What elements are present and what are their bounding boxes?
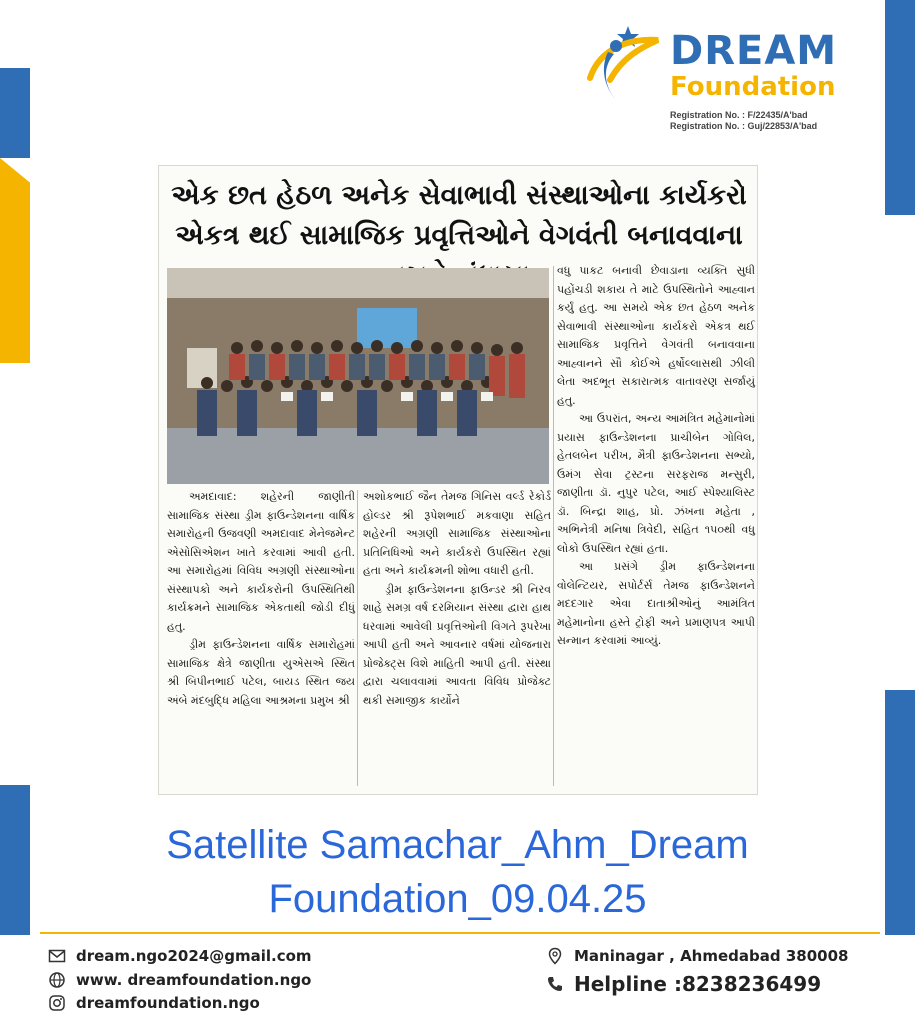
logo-word-dream: DREAM: [670, 28, 838, 74]
globe-icon: [48, 971, 66, 989]
paragraph: ડ્રીમ ફાઉન્ડેશનના વાર્ષિક સમારોહમાં સામાજિક ક્ષેત્રે જાણીતા યુએસએ સ્થિત શ્રી બિપીનભાઈ પટેલ, બાયડ સ્થિત જય અંબે મંદબુદ્ધિ મહિલા આશ્રમના પ્રમુખ શ્રી: [167, 638, 355, 707]
paragraph: અમદાવાદ: શહેરની જાણીતી સામાજિક સંસ્થા ડ્રીમ ફાઉન્ડેશનના વાર્ષિક સમારોહની ઉજવણી અમદાવાદ મેનેજમેન્ટ એસોસિએશન ખાતે કરવામાં આવી હતી. આ સમારોહમાં વિવિધ અગ્રણી સંસ્થાઓના સંસ્થાપકો અને કાર્યકરોની ઉપસ્થિતિથી કાર્યક્રમને સામાજિક એકતાથી જોડી દીધું હતુ.: [167, 490, 355, 633]
article-column-left: [167, 488, 355, 710]
footer-website[interactable]: [48, 971, 311, 989]
article-column-right: [557, 262, 755, 651]
column-divider: [357, 490, 358, 786]
group-photo: [167, 268, 549, 484]
right-blue-stripe-top: [885, 0, 915, 215]
footer-helpline[interactable]: [546, 972, 821, 996]
footer-location: [546, 947, 848, 965]
paragraph: આ ઉપરાંત, અન્ય આમંત્રિત મહેમાનોમાં પ્રયાસ ફાઉન્ડેશનના પ્રાચીબેન ગોવિલ, હેતલબેન પરીખ, મૈત્રી ફાઉન્ડેશનના સભ્યો, ઉમંગ સેવા ટ્રસ્ટના સરફરાજ મન્સુરી, જાણીતા ડૉ. નુપુર પટેલ, આઈ સ્પેશ્યાલિસ્ટ ડૉ. બિન્દ્રા શાહ, પ્રો. ઝંખના મહેતા , અભિનેત્રી મનિષા ત્રિવેદી, સહિત ૧૫૦થી વધુ લોકો ઉપસ્થિત રહ્યાં હતા.: [557, 412, 755, 555]
caption-line-1: Satellite Samachar_Ahm_Dream: [166, 823, 749, 867]
registration-numbers: [670, 110, 817, 132]
location-text: Maninagar , Ahmedabad 380008: [574, 947, 849, 965]
registration-number-2: Registration No. : Guj/22853/A'bad: [670, 121, 818, 131]
envelope-icon: [48, 947, 66, 965]
group-photo-image: [167, 268, 549, 484]
registration-number-1: Registration No. : F/22435/A'bad: [670, 110, 808, 120]
footer-instagram[interactable]: [48, 994, 260, 1012]
instagram-icon: [48, 994, 66, 1012]
paragraph: અશોકભાઈ જૈન તેમજ ગિનિસ વર્લ્ડ રેકોર્ડ હોલ્ડર શ્રી રૂપેશભાઈ મકવાણા સહિત શહેરની અગ્રણી સામાજિક સંસ્થાઓના પ્રતિનિધિઓ અને કાર્યકરો ઉપસ્થિત રહ્યાં હતા અને કાર્યક્રમની શોભા વધારી હતી.: [363, 490, 551, 577]
website-text[interactable]: www. dreamfoundation.ngo: [76, 971, 312, 989]
left-blue-stripe-top: [0, 68, 30, 158]
dream-foundation-logo: [570, 18, 870, 131]
instagram-text[interactable]: dreamfoundation.ngo: [76, 994, 260, 1012]
article-column-middle: [363, 488, 551, 710]
phone-icon: [546, 975, 564, 993]
paragraph: આ પ્રસંગે ડ્રીમ ફાઉન્ડેશનના વોલેન્ટિયર, સપોર્ટર્સ તેમજ ફાઉન્ડેશનને મદદગાર એવા દાતાશ્રીઓનું આમંત્રિત મહેમાનોના હસ્તે ટ્રોફી અને પ્રમાણપત્ર આપી સન્માન કરવામાં આવ્યું.: [557, 560, 755, 647]
article-headline: એક છત હેઠળ અનેક સેવાભાવી સંસ્થાઓના કાર્યકરો એકત્ર થઈ સામાજિક પ્રવૃત્તિઓને વેગવંતી બનાવવાના: [171, 180, 747, 251]
right-blue-stripe-bottom: [885, 690, 915, 935]
footer-divider: [40, 932, 880, 934]
clipping-caption: [40, 818, 875, 926]
left-yellow-stripe: [0, 158, 30, 363]
email-text[interactable]: dream.ngo2024@gmail.com: [76, 947, 312, 965]
location-pin-icon: [546, 947, 564, 965]
column-divider: [553, 266, 554, 786]
helpline-text[interactable]: Helpline :8238236499: [574, 972, 822, 996]
logo-mark-icon: [570, 18, 665, 108]
newspaper-clipping: [158, 165, 758, 795]
left-blue-stripe-bottom: [0, 785, 30, 935]
footer-email[interactable]: [48, 947, 312, 965]
logo-word-foundation: Foundation: [670, 72, 836, 102]
paragraph: ડ્રીમ ફાઉન્ડેશનના ફાઉન્ડર શ્રી નિરવ શાહે સમગ્ર વર્ષ દરમિયાન સંસ્થા દ્વારા હાથ ધરવામાં આવેલી પ્રવૃત્તિઓની વિગતે રૂપરેખા આપી હતી અને આવનાર વર્ષમાં યોજનારા પ્રોજેક્ટ્સ વિશે માહિતી આપી હતી. સંસ્થા દ્વારા ચલાવવામાં આવતા વિવિધ પ્રોજેક્ટ થકી સમાજીક કાર્યોને: [363, 582, 551, 707]
caption-line-2: Foundation_09.04.25: [268, 877, 647, 921]
paragraph: વધુ પાકટ બનાવી છેવાડાના વ્યક્તિ સુધી પહોંચડી શકાય તે માટે ઉપસ્થિતોને આહ્વાન કર્યું હતુ. આ સમયે એક છત હેઠળ અનેક સેવાભાવી સંસ્થાઓના કાર્યકરો એકત્ર થઈ સામાજિક પ્રવૃત્તિને વેગવંતી બનાવવાના આહ્વાનને સૌ કોઈએ હર્ષોલ્લાસથી ઝીલી લેતા અદભૂત સકારાત્મક વાતાવરણ સર્જાયું હતુ.: [557, 264, 755, 407]
